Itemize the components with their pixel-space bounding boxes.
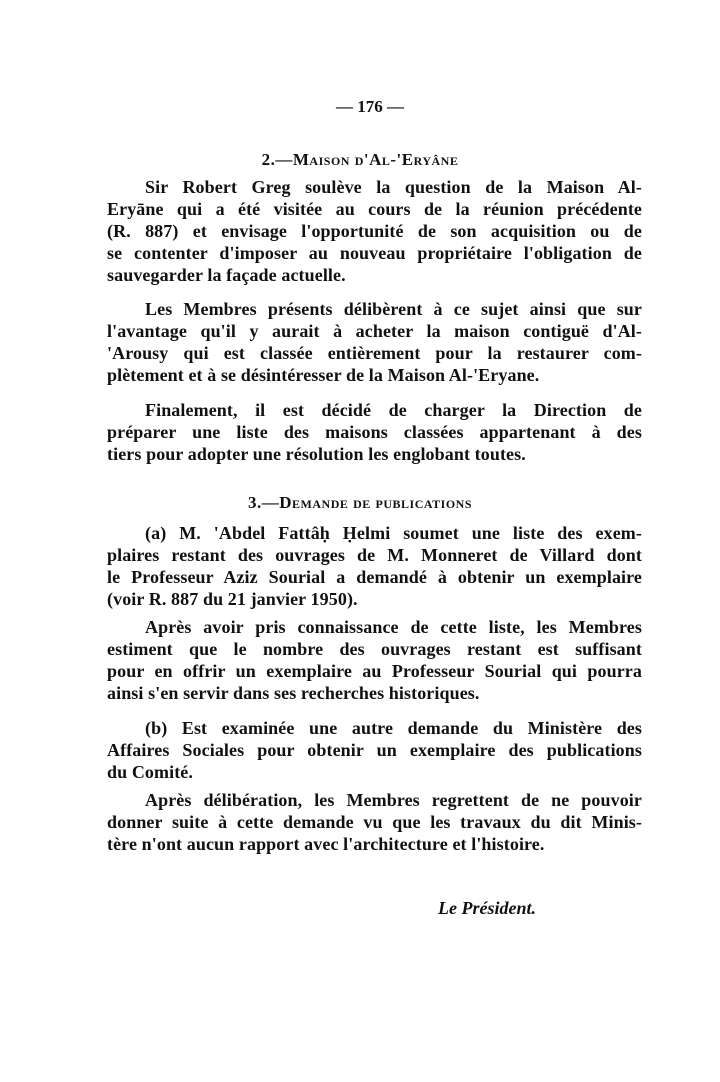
text-line: Les Membres présents délibèrent à ce sujet ainsi que sur xyxy=(145,299,642,319)
text-line: Affaires Sociales pour obtenir un exemplaire des publications xyxy=(107,740,642,760)
text-line: sauvegarder la façade actuelle. xyxy=(107,265,346,285)
text-line: (R. 887) et envisage l'opportunité de son acquisition ou de xyxy=(107,221,642,241)
page-number: — 176 — xyxy=(336,97,404,116)
text-line: (a) M. 'Abdel Fattâḥ Ḥelmi soumet une liste des exem- xyxy=(145,523,642,543)
signature: Le Président. xyxy=(438,898,536,918)
text-line: préparer une liste des maisons classées appartenant à des xyxy=(107,422,642,442)
text-line: l'avantage qu'il y aurait à acheter la maison contiguë d'Al- xyxy=(107,321,642,341)
text-line: du Comité. xyxy=(107,762,193,782)
text-line: (voir R. 887 du 21 janvier 1950). xyxy=(107,589,358,609)
text-line: Après délibération, les Membres regrettent de ne pouvoir xyxy=(145,790,642,810)
text-line: ainsi s'en servir dans ses recherches historiques. xyxy=(107,683,480,703)
section-3-heading: 3.—Demande de publications xyxy=(248,493,472,512)
text-line: se contenter d'imposer au nouveau propriétaire l'obligation de xyxy=(107,243,642,263)
text-line: tère n'ont aucun rapport avec l'architecture et l'histoire. xyxy=(107,834,545,854)
text-line: pour en offrir un exemplaire au Professeur Sourial qui pourra xyxy=(107,661,642,681)
text-line: plaires restant des ouvrages de M. Monneret de Villard dont xyxy=(107,545,642,565)
text-line: Eryāne qui a été visitée au cours de la réunion précédente xyxy=(107,199,642,219)
text-line: Après avoir pris connaissance de cette liste, les Membres xyxy=(145,617,642,637)
text-line: Sir Robert Greg soulève la question de la Maison Al- xyxy=(145,177,642,197)
text-line: estiment que le nombre des ouvrages restant est suffisant xyxy=(107,639,642,659)
text-line: (b) Est examinée une autre demande du Ministère des xyxy=(145,718,642,738)
text-line: donner suite à cette demande vu que les travaux du dit Minis- xyxy=(107,812,642,832)
text-line: 'Arousy qui est classée entièrement pour la restaurer com- xyxy=(107,343,642,363)
text-line: tiers pour adopter une résolution les englobant toutes. xyxy=(107,444,526,464)
text-line: Finalement, il est décidé de charger la Direction de xyxy=(145,400,642,420)
text-line: plètement et à se désintéresser de la Maison Al-'Eryane. xyxy=(107,365,540,385)
section-2-heading: 2.—Maison d'Al-'Eryâne xyxy=(261,150,459,169)
text-line: le Professeur Aziz Sourial a demandé à obtenir un exemplaire xyxy=(107,567,642,587)
